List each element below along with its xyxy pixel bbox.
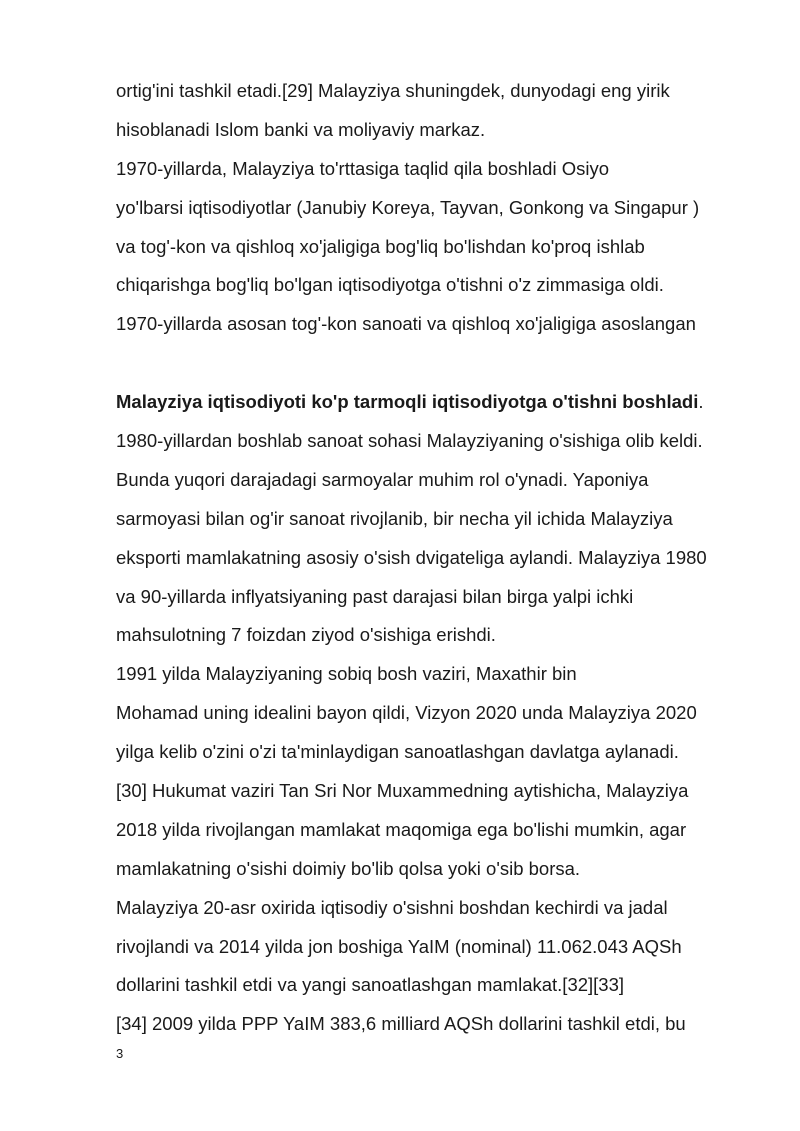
- text-line: 1991 yilda Malayziyaning sobiq bosh vaziri, Maxathir bin: [116, 663, 577, 685]
- text-line: yilga kelib o'zini o'zi ta'minlaydigan sanoatlashgan davlatga aylanadi.: [116, 741, 679, 763]
- text-line: Mohamad uning idealini bayon qildi, Vizyon 2020 unda Malayziya 2020: [116, 702, 697, 724]
- text-line: hisoblanadi Islom banki va moliyaviy markaz.: [116, 118, 486, 140]
- text-line: yo'lbarsi iqtisodiyotlar (Janubiy Koreya, Tayvan, Gonkong va Singapur ): [116, 196, 700, 218]
- text-line: ortig'ini tashkil etadi.[29] Malayziya shuningdek, dunyodagi eng yirik: [116, 80, 670, 101]
- text-line: eksporti mamlakatning asosiy o'sish dvigateliga aylandi. Malayziya 1980: [116, 546, 707, 568]
- text-line: dollarini tashkil etdi va yangi sanoatlashgan mamlakat.[32][33]: [116, 974, 625, 996]
- text-line: [30] Hukumat vaziri Tan Sri Nor Muxammedning aytishicha, Malayziya: [116, 780, 689, 802]
- text-line: 1970-yillarda, Malayziya to'rttasiga taqlid qila boshladi Osiyo: [116, 157, 610, 179]
- section-heading-line: [116, 383, 756, 422]
- text-line: [34] 2009 yilda PPP YaIM 383,6 milliard AQSh dollarini tashkil etdi, bu: [116, 1013, 686, 1035]
- text-line: Malayziya 20-asr oxirida iqtisodiy o'sishni boshdan kechirdi va jadal: [116, 896, 668, 918]
- section-heading: Malayziya iqtisodiyoti ko'p tarmoqli iqtisodiyotga o'tishni boshladi: [116, 391, 699, 413]
- text-line: 1980-yillardan boshlab sanoat sohasi Malayziyaning o'sishiga olib keldi.: [116, 430, 703, 452]
- text-line: Bunda yuqori darajadagi sarmoyalar muhim rol o'ynadi. Yaponiya: [116, 468, 649, 490]
- text-line: rivojlandi va 2014 yilda jon boshiga YaIM (nominal) 11.062.043 AQSh: [116, 935, 682, 957]
- text-line: va tog'-kon va qishloq xo'jaligiga bog'liq bo'lishdan ko'proq ishlab: [116, 235, 645, 257]
- text-line: 1970-yillarda asosan tog'-kon sanoati va qishloq xo'jaligiga asoslangan: [116, 313, 696, 335]
- blank-line: [116, 344, 756, 383]
- document-page: [116, 72, 756, 1044]
- text-line: 2018 yilda rivojlangan mamlakat maqomiga ega bo'lishi mumkin, agar: [116, 818, 687, 840]
- text-line: sarmoyasi bilan og'ir sanoat rivojlanib, bir necha yil ichida Malayziya: [116, 507, 673, 529]
- text-line: mamlakatning o'sishi doimiy bo'lib qolsa yoki o'sib borsa.: [116, 857, 581, 879]
- page-number: 3: [116, 1046, 124, 1061]
- text-line: chiqarishga bog'liq bo'lgan iqtisodiyotga o'tishni o'z zimmasiga oldi.: [116, 274, 664, 296]
- text-line: va 90-yillarda inflyatsiyaning past darajasi bilan birga yalpi ichki: [116, 585, 634, 607]
- section-heading-period: .: [698, 391, 704, 413]
- text-line: mahsulotning 7 foizdan ziyod o'sishiga erishdi.: [116, 624, 496, 646]
